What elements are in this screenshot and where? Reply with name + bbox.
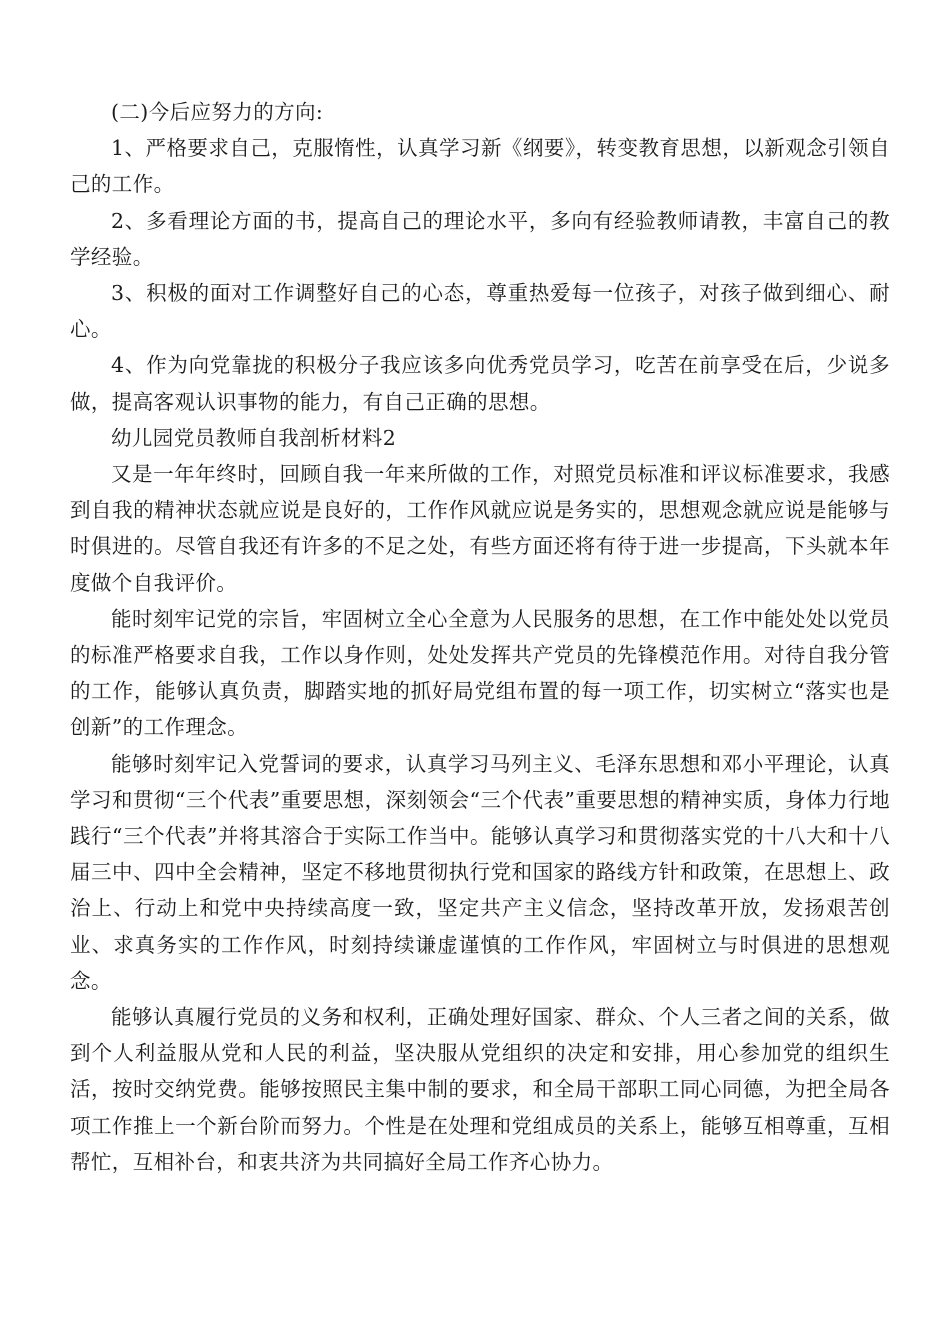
document-body: [70, 94, 890, 1180]
paragraph-item-1: 1、严格要求自己，克服惰性，认真学习新《纲要》，转变教育思想，以新观念引领自己的工作。: [70, 136, 890, 197]
document-title: 幼儿园党员教师自我剖析材料2: [111, 425, 397, 450]
paragraph-body-1: 能时刻牢记党的宗旨，牢固树立全心全意为人民服务的思想，在工作中能处处以党员的标准严格要求自我，工作以身作则，处处发挥共产党员的先锋模范作用。对待自我分管的工作，能够认真负责，脚踏实地的抓好局党组布置的每一项工作，切实树立“落实也是创新”的工作理念。: [70, 606, 890, 740]
paragraph-item-3: 3、积极的面对工作调整好自己的心态，尊重热爱每一位孩子，对孩子做到细心、耐心。: [70, 281, 890, 342]
paragraph-body-2: 能够时刻牢记入党誓词的要求，认真学习马列主义、毛泽东思想和邓小平理论，认真学习和贯彻“三个代表”重要思想，深刻领会“三个代表”重要思想的精神实质，身体力行地践行“三个代表”并将其溶合于实际工作当中。能够认真学习和贯彻落实党的十八大和十八届三中、四中全会精神，坚定不移地贯彻执行党和国家的路线方针和政策，在思想上、政治上、行动上和党中央持续高度一致，坚定共产主义信念，坚持改革开放，发扬艰苦创业、求真务实的工作作风，时刻持续谦虚谨慎的工作作风，牢固树立与时俱进的思想观念。: [70, 751, 890, 993]
paragraph-body-3: 能够认真履行党员的义务和权利，正确处理好国家、群众、个人三者之间的关系，做到个人利益服从党和人民的利益，坚决服从党组织的决定和安排，用心参加党的组织生活，按时交纳党费。能够按照民主集中制的要求，和全局干部职工同心同德，为把全局各项工作推上一个新台阶而努力。个性是在处理和党组成员的关系上，能够互相尊重，互相帮忙，互相补台，和衷共济为共同搞好全局工作齐心协力。: [70, 1005, 890, 1174]
paragraph-intro: 又是一年年终时，回顾自我一年来所做的工作，对照党员标准和评议标准要求，我感到自我的精神状态就应说是良好的，工作作风就应说是务实的，思想观念就应说是能够与时俱进的。尽管自我还有许多的不足之处，有些方面还将有待于进一步提高，下头就本年度做个自我评价。: [70, 462, 890, 595]
paragraph-item-4: 4、作为向党靠拢的积极分子我应该多向优秀党员学习，吃苦在前享受在后，少说多做，提高客观认识事物的能力，有自己正确的思想。: [70, 353, 890, 414]
paragraph-item-2: 2、多看理论方面的书，提高自己的理论水平，多向有经验教师请教，丰富自己的教学经验。: [70, 208, 890, 269]
section-heading: (二)今后应努力的方向:: [111, 100, 324, 124]
